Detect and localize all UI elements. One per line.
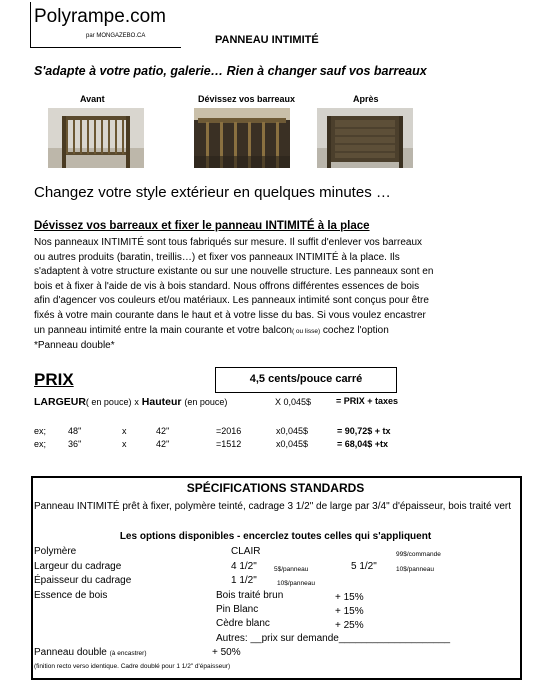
- option-double-panel[interactable]: [34, 647, 147, 658]
- option-polymer-label: Polymère: [34, 546, 77, 557]
- paragraph-small-note: ( ou lisse): [291, 327, 321, 335]
- example-1-total: = 90,72$ + tx: [337, 426, 391, 436]
- example-2-rate: x0,045$: [276, 439, 309, 449]
- option-double-price: + 50%: [212, 647, 241, 658]
- byline: par MONGAZEBO.CA: [86, 33, 146, 39]
- option-double-label-small: (à encastrer): [109, 650, 147, 657]
- option-polymer-clear[interactable]: CLAIR: [231, 546, 261, 557]
- description-paragraph: [34, 236, 434, 354]
- specifications-title: SPÉCIFICATIONS STANDARDS: [186, 481, 365, 495]
- example-1-rate: x0,045$: [276, 426, 309, 436]
- caption-before: Avant: [80, 94, 105, 104]
- headline: Changez votre style extérieur en quelques minutes …: [34, 184, 391, 201]
- option-wood-label: Essence de bois: [34, 590, 108, 601]
- example-1-width: 48'': [68, 426, 82, 436]
- option-wood-other[interactable]: Autres: __prix sur demande____________________: [216, 633, 451, 644]
- example-1-height: 42'': [156, 426, 170, 436]
- option-frame-thickness-1-5[interactable]: 1 1/2": [231, 575, 257, 586]
- specifications-standard: Panneau INTIMITÉ prêt à fixer, polymère teinté, cadrage 3 1/2" de large par 3/4" d'épaisseur, bois traité vert: [34, 501, 512, 512]
- photo-unscrew: [194, 108, 290, 168]
- formula-height-label: Hauteur: [141, 396, 182, 408]
- option-polymer-price: 99$/commande: [396, 551, 441, 558]
- options-title: Les options disponibles - encerclez toutes celles qui s'appliquent: [119, 531, 432, 542]
- example-2-width: 36'': [68, 439, 82, 449]
- site-logo: Polyrampe.com: [34, 6, 166, 27]
- option-frame-thickness-price: 10$/panneau: [277, 580, 315, 587]
- example-1-label: ex;: [34, 426, 47, 436]
- option-frame-width-5-5[interactable]: 5 1/2": [351, 561, 377, 572]
- formula-multiplier: [275, 396, 311, 408]
- example-1-x: x: [122, 426, 127, 436]
- example-2-total: = 68,04$ +tx: [337, 439, 389, 449]
- option-frame-thickness-label: Épaisseur du cadrage: [34, 575, 132, 586]
- formula-result: = PRIX + taxes: [336, 396, 399, 406]
- photo-after: [317, 108, 413, 168]
- price-title: PRIX: [34, 370, 74, 389]
- option-double-note: (finition recto verso identique. Cadre doublé pour 1 1/2" d'épaisseur): [34, 663, 231, 670]
- formula-multiplier-value: X 0,045$: [275, 397, 312, 407]
- paragraph-text: Nos panneaux INTIMITÉ sont tous fabriqués sur mesure. Il suffit d'enlever vos barreaux ou autres produits (baratin, treillis…) et fixer vos panneaux INTIMITÉ à la place. Ils s'adaptent à votre structure existante ou sur une nouvelle structure. Les panneaux sont en bois et à fixer à l'aide de vis à bois standard. Nous offrons différentes essences de bois afin d'agencer vos couleurs et/ou matériaux. Les panneaux intimité sont conçus pour être fixés à votre main courante dans le haut et à votre lisse du bas. Si vous voulez encastrer un panneau intimité entre la main courante et votre balcon: [34, 237, 434, 336]
- option-wood-cedar[interactable]: Cèdre blanc: [216, 618, 270, 629]
- example-1-area: =2016: [216, 426, 242, 436]
- option-wood-pine-price: + 15%: [335, 606, 364, 617]
- formula-width-label: LARGEUR: [34, 396, 86, 408]
- formula-times: x: [134, 397, 139, 407]
- rate-value: 4,5 cents/pouce carré: [249, 373, 363, 385]
- subheading: Dévissez vos barreaux et fixer le panneau INTIMITÉ à la place: [34, 220, 370, 232]
- caption-unscrew: Dévissez vos barreaux: [198, 94, 296, 104]
- formula-width: [34, 396, 227, 408]
- example-2-label: ex;: [34, 439, 47, 449]
- example-2-height: 42'': [156, 439, 170, 449]
- tagline: S'adapte à votre patio, galerie… Rien à changer sauf vos barreaux: [34, 64, 427, 78]
- photo-before: [48, 108, 144, 168]
- example-2-x: x: [122, 439, 127, 449]
- page-title: PANNEAU INTIMITÉ: [215, 34, 319, 46]
- option-wood-brown-price: + 15%: [335, 592, 364, 603]
- option-wood-brown[interactable]: Bois traité brun: [216, 590, 284, 601]
- formula-width-unit: ( en pouce): [85, 397, 132, 407]
- option-frame-width-4-5[interactable]: 4 1/2": [231, 561, 257, 572]
- option-frame-width-label: Largeur du cadrage: [34, 561, 122, 572]
- example-2-area: =1512: [216, 439, 242, 449]
- formula-height-unit: (en pouce): [184, 397, 228, 407]
- option-wood-pine[interactable]: Pin Blanc: [216, 604, 259, 615]
- option-double-label: Panneau double: [34, 647, 107, 658]
- option-frame-width-5-5-price: 10$/panneau: [396, 566, 434, 573]
- option-frame-width-4-5-price: 5$/panneau: [274, 566, 309, 573]
- option-wood-cedar-price: + 25%: [335, 620, 364, 631]
- caption-after: Après: [353, 94, 379, 104]
- paragraph-text-end: cochez l'option *Panneau double*: [34, 324, 389, 352]
